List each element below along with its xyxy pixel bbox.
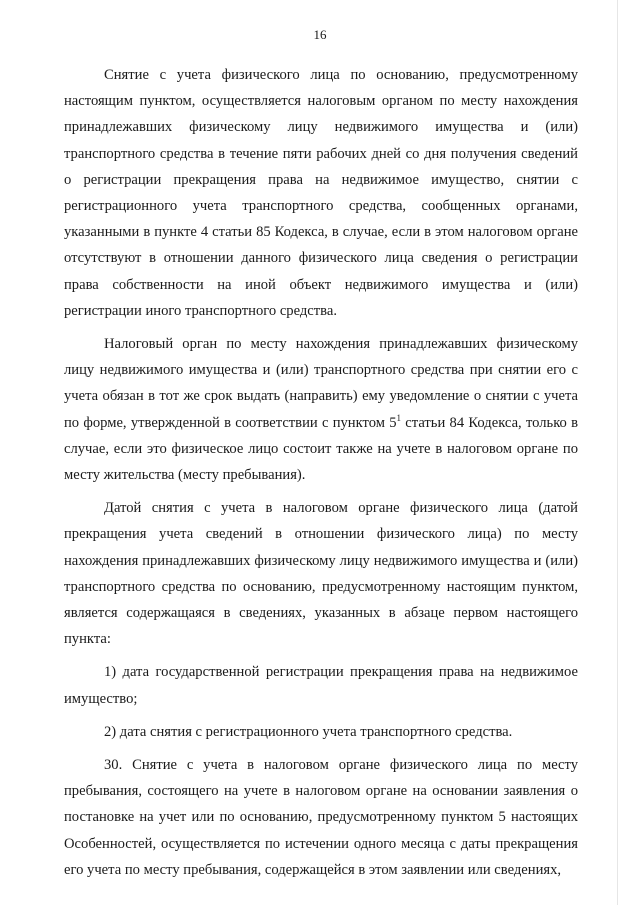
paragraph-notification <box>64 331 578 488</box>
scan-edge-line <box>617 0 618 905</box>
list-item-2: 2) дата снятия с регистрационного учета транспортного средства. <box>104 723 513 740</box>
document-body <box>64 62 578 883</box>
page-number: 16 <box>313 27 327 42</box>
paragraph-notification-text-before: Налоговый орган по месту нахождения принадлежавших физическому лицу недвижимого имущества и (или) транспортного средства при снятии его с учета обязан в тот же срок выдать (направить) ему уведомление о снятии с учета по форме, утвержденной в соответствии с пунктом 5 <box>64 336 578 431</box>
paragraph-deregistration-date: Датой снятия с учета в налоговом органе физического лица (датой прекращения учета сведений в отношении физического лица) по месту нахождения принадлежавших физическому лицу недвижимого имущества и (или) транспортного средства по основанию, предусмотренному настоящим пунктом, является содержащаяся в сведениях, указанных в абзаце первом настоящего пункта: <box>64 500 578 648</box>
paragraph-section-30: 30. Снятие с учета в налоговом органе физического лица по месту пребывания, состоящего на учете в налоговом органе на основании заявления о постановке на учет или по основанию, предусмотренному пунктом 5 настоящих Особенностей, осуществляется по истечении одного месяца с даты прекращения его учета по месту пребывания, содержащейся в этом заявлении или сведениях, <box>64 757 578 878</box>
paragraph-notification-text-after: статьи 84 Кодекса, только в случае, если это физическое лицо состоит также на учете в налоговом органе по месту жительства (месту пребывания). <box>64 414 578 484</box>
superscript-marker: 1 <box>396 412 402 423</box>
list-item-1: 1) дата государственной регистрации прекращения права на недвижимое имущество; <box>64 664 578 707</box>
paragraph-deregistration-basis: Снятие с учета физического лица по основанию, предусмотренному настоящим пунктом, осуществляется налоговым органом по месту нахождения принадлежавших физическому лицу недвижимого имущества и (или) транспортного средства в течение пяти рабочих дней со дня получения сведений о регистрации прекращения права на недвижимое имущество, снятии с регистрационного учета транспортного средства, сообщенных органами, указанными в пункте 4 статьи 85 Кодекса, в случае, если в этом налоговом органе отсутствуют в отношении данного физического лица сведения о регистрации права собственности на иной объект недвижимого имущества и (или) регистрации иного транспортного средства. <box>64 67 578 319</box>
